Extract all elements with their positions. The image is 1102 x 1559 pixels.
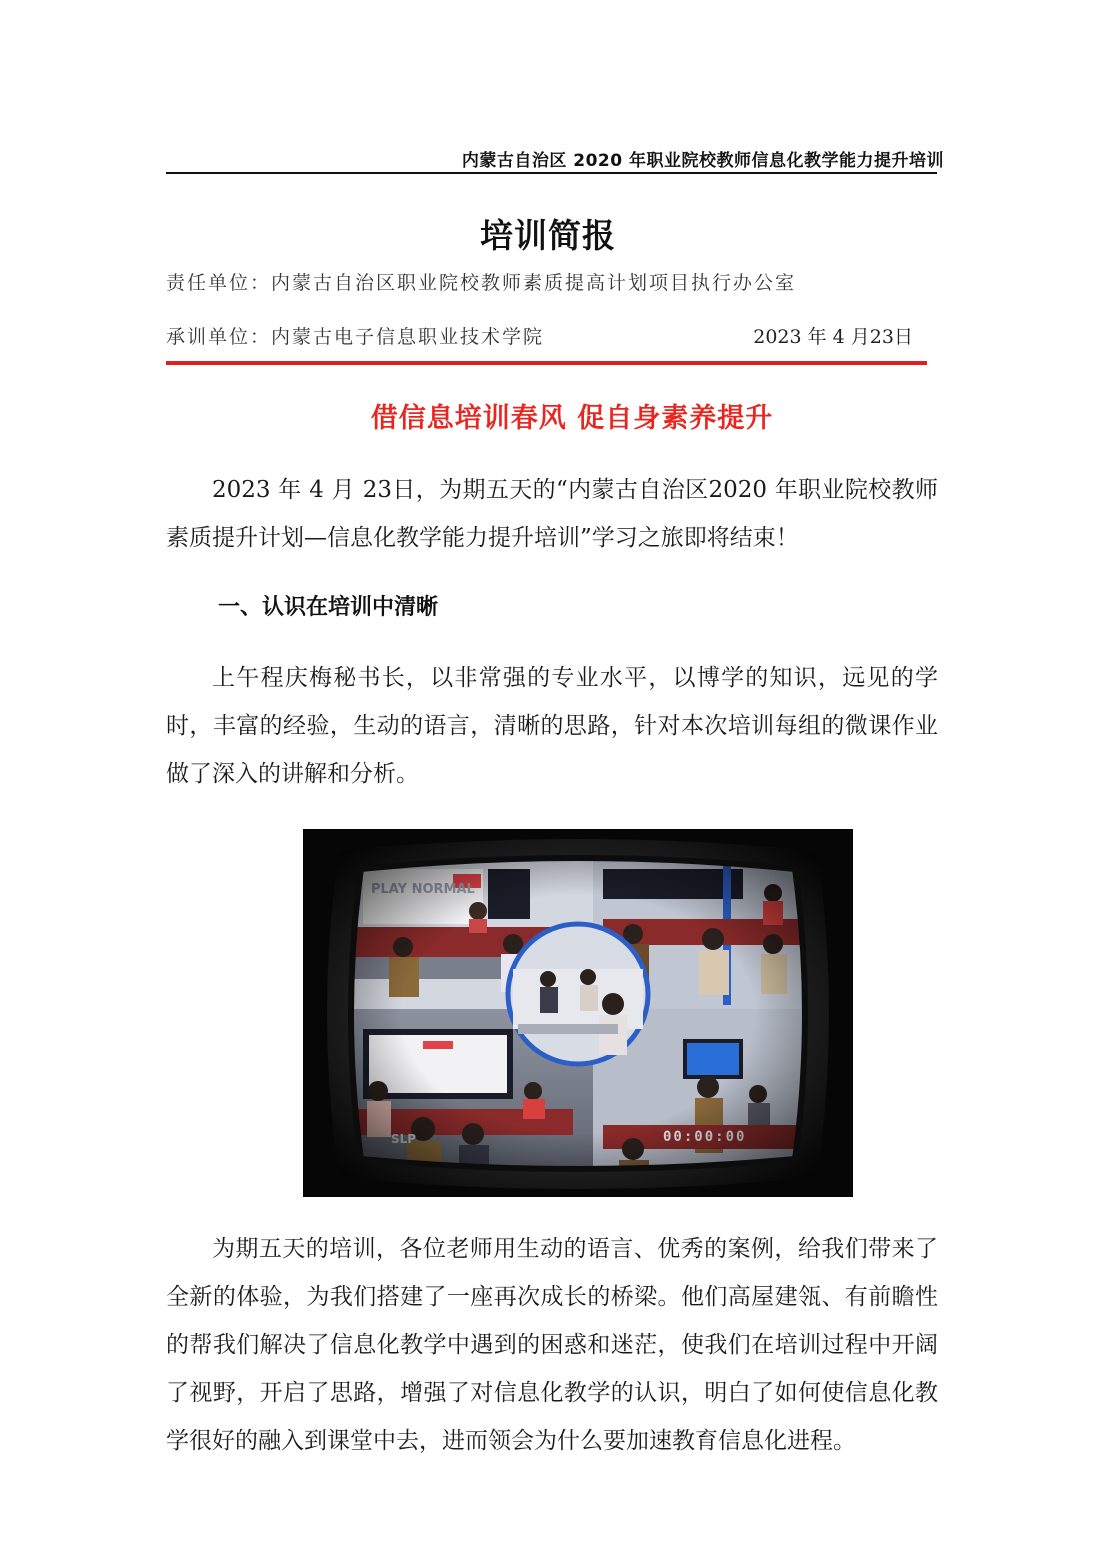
bulletin-date: 2023 年 4 月23日 [753,326,913,348]
training-photo [303,829,853,1197]
header-divider [166,172,937,174]
article-title: 借信息培训春风 促自身素养提升 [370,403,774,434]
section-heading: 一、认识在培训中清晰 [218,595,439,620]
training-photo-collage [303,829,853,1197]
bulletin-title: 培训简报 [480,216,616,255]
section-paragraph: 上午程庆梅秘书长，以非常强的专业水平，以博学的知识，远见的学时，丰富的经验，生动的语言，清晰的思路，针对本次培训每组的微课作业做了深入的讲解和分析。 [166,665,938,787]
intro-paragraph: 2023 年 4 月 23日，为期五天的“内蒙古自治区2020 年职业院校教师素质提升计划—信息化教学能力提升培训”学习之旅即将结束！ [166,477,938,551]
red-divider [166,361,927,365]
responsible-unit: 责任单位：内蒙古自治区职业院校教师素质提高计划项目执行办公室 [166,272,797,294]
organizer-unit: 承训单位：内蒙古电子信息职业技术学院 [166,326,545,348]
closing-paragraph: 为期五天的培训，各位老师用生动的语言、优秀的案例，给我们带来了全新的体验，为我们搭建了一座再次成长的桥梁。他们高屋建瓴、有前瞻性的帮我们解决了信息化教学中遇到的困惑和迷茫，使我们在培训过程中开阔了视野，开启了思路，增强了对信息化教学的认识，明白了如何使信息化教学很好的融入到课堂中去，进而领会为什么要加速教育信息化进程。 [166,1236,938,1454]
running-header: 内蒙古自治区 2020 年职业院校教师信息化教学能力提升培训 [461,151,944,171]
